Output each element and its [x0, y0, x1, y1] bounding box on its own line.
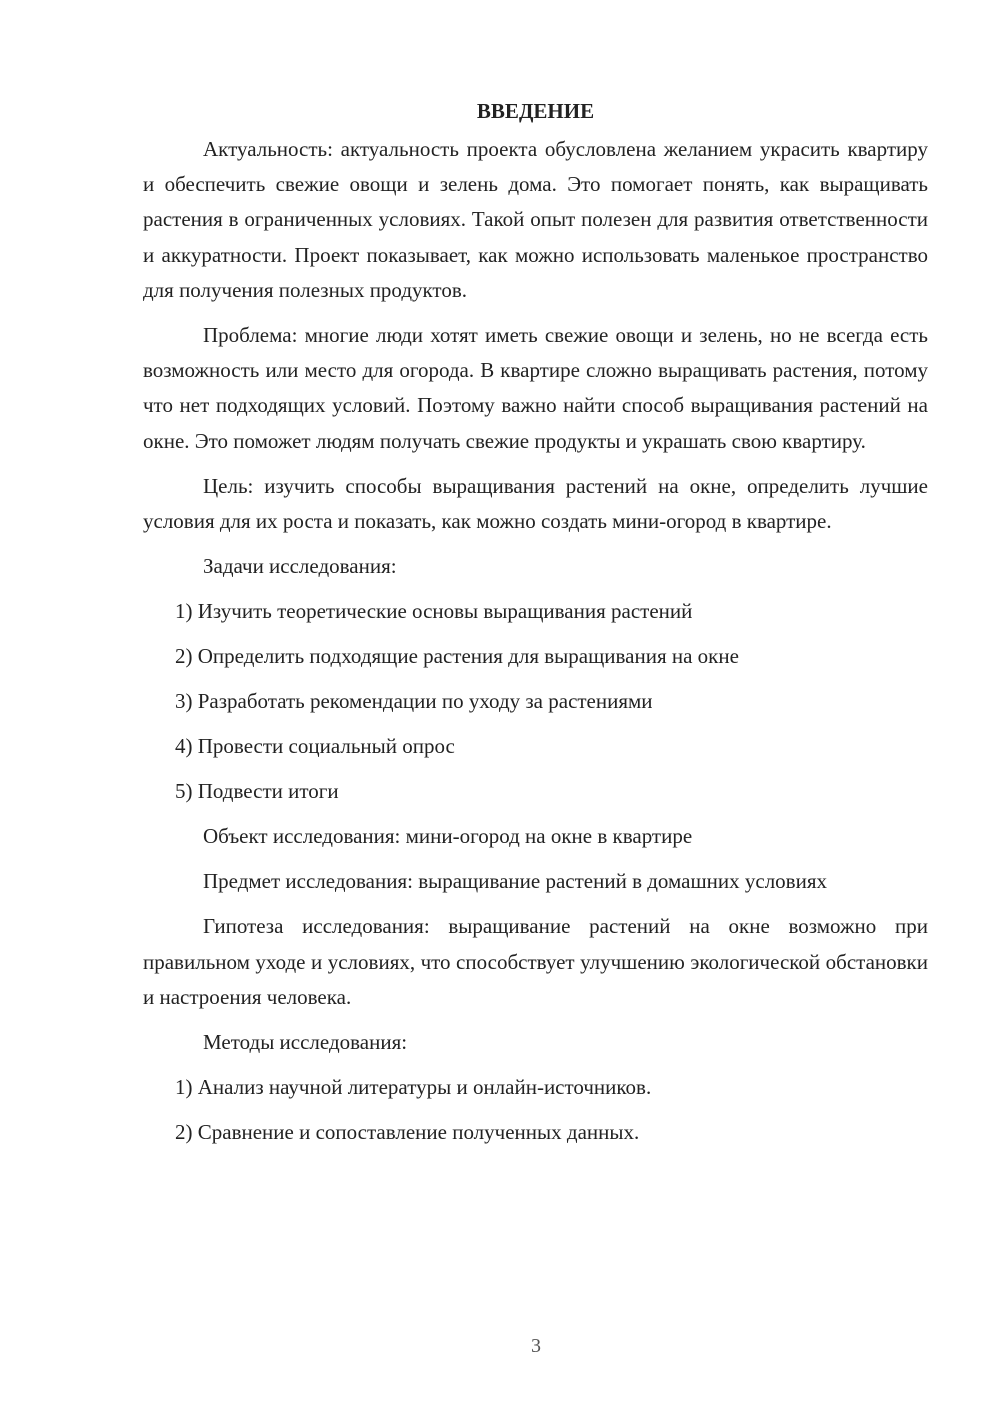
list-item: 4) Провести социальный опрос: [175, 734, 455, 759]
document-page: [143, 92, 928, 1160]
relevance-paragraph: Актуальность: актуальность проекта обусловлена желанием украсить квартиру и обеспечить свежие овощи и зелень дома. Это помогает понять, как выращивать растения в ограниченных условиях. Такой опыт полезен для развития ответственности и аккуратности. Проект показывает, как можно использовать маленькое пространство для получения полезных продуктов.: [143, 137, 928, 302]
list-item: 5) Подвести итоги: [175, 779, 339, 804]
problem-paragraph: Проблема: многие люди хотят иметь свежие овощи и зелень, но не всегда есть возможность или место для огорода. В квартире сложно выращивать растения, потому что нет подходящих условий. Поэтому важно найти способ выращивания растений на окне. Это поможет людям получать свежие продукты и украшать свою квартиру.: [143, 323, 928, 453]
goal-paragraph: Цель: изучить способы выращивания растений на окне, определить лучшие условия для их роста и показать, как можно создать мини-огород в квартире.: [143, 473, 928, 534]
list-item: 2) Определить подходящие растения для выращивания на окне: [175, 644, 739, 669]
subject-paragraph: Предмет исследования: выращивание растений в домашних условиях: [203, 869, 827, 894]
tasks-heading: Задачи исследования:: [203, 554, 397, 579]
page-number: 3: [531, 1335, 541, 1357]
methods-heading: Методы исследования:: [203, 1030, 408, 1055]
section-title: ВВЕДЕНИЕ: [476, 99, 595, 123]
list-item: 1) Изучить теоретические основы выращивания растений: [175, 599, 693, 624]
list-item: 3) Разработать рекомендации по уходу за растениями: [175, 689, 653, 714]
list-item: 1) Анализ научной литературы и онлайн-источников.: [175, 1075, 652, 1100]
object-line: Объект исследования: мини-огород на окне в квартире: [203, 824, 693, 849]
hypothesis-paragraph: Гипотеза исследования: выращивание растений на окне возможно при правильном уходе и условиях, что способствует улучшению экологической обстановки и настроения человека.: [143, 914, 928, 1009]
tasks-list: [143, 594, 928, 809]
methods-list: [143, 1070, 928, 1150]
list-item: 2) Сравнение и сопоставление полученных данных.: [175, 1120, 640, 1145]
